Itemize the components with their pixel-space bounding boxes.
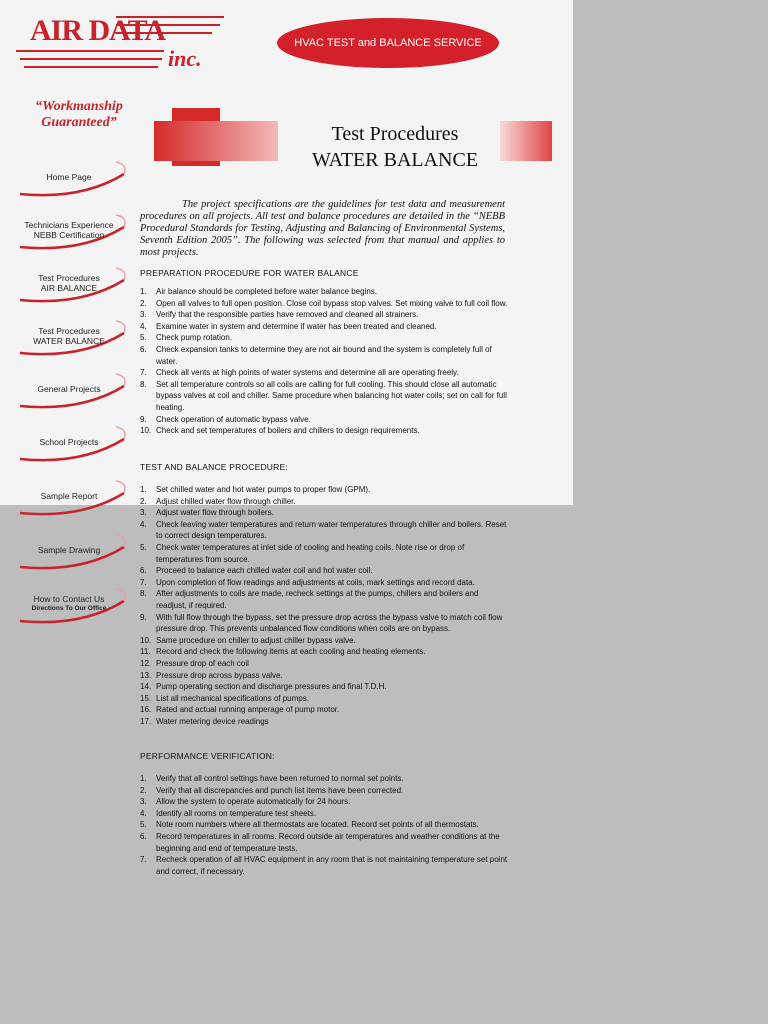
nav-label-text: Test Procedures xyxy=(38,273,100,283)
step-text: Verify that all discrepancies and punch list items have been corrected. xyxy=(156,785,404,795)
list-item: 5. Note room numbers where all thermostats are located. Record set points of all thermostats. xyxy=(140,820,479,830)
list-item: 4. Examine water in system and determine if water has been treated and cleaned. xyxy=(140,321,437,331)
nav-label-text: School Projects xyxy=(39,437,99,447)
section-heading-test-balance: TEST AND BALANCE PROCEDURE: xyxy=(140,462,288,472)
list-item: 13. Pressure drop across bypass valve. xyxy=(140,670,283,680)
nav-item[interactable] xyxy=(12,266,132,304)
list-item: 11. Record and check the following items at each cooling and heating elements. xyxy=(140,647,426,657)
title-line-1: Test Procedures xyxy=(331,123,459,145)
test-balance-steps xyxy=(140,484,510,727)
step-text: Water metering device readings xyxy=(156,716,269,726)
list-item: 4. Identify all rooms on temperature test sheets. xyxy=(140,808,317,818)
nav-item-label xyxy=(12,533,126,567)
nav-item-label xyxy=(12,160,126,194)
nav-item[interactable] xyxy=(12,425,132,463)
nav-item-label xyxy=(12,425,126,459)
list-item: 6. Record temperatures in all rooms. Record outside air temperatures and weather conditions at the beginning and end of temperature tests. xyxy=(140,831,500,853)
step-text: Adjust water flow through boilers. xyxy=(156,508,274,518)
list-item: 7. Upon completion of flow readings and adjustments at coils, mark settings and record data. xyxy=(140,577,475,587)
list-item: 17. Water metering device readings xyxy=(140,716,269,726)
list-item: 9. Check operation of automatic bypass valve. xyxy=(140,414,311,424)
nav-item-label xyxy=(12,372,126,406)
nav-label-text: Technicians Experience xyxy=(24,220,114,230)
list-item: 4. Check leaving water temperatures and return water temperatures through chiller and boilers. Reset to correct design temperatures. xyxy=(140,519,507,541)
step-text: Check and set temperatures of boilers and chillers to design requirements. xyxy=(156,426,420,436)
nav-item[interactable] xyxy=(12,160,132,198)
step-text: Check expansion tanks to determine they are not air bound and the system is completely full of water. xyxy=(156,344,492,366)
nav-item-label xyxy=(12,479,126,513)
nav-item[interactable] xyxy=(12,319,132,357)
step-text: Note room numbers where all thermostats are located. Record set points of all thermostats. xyxy=(156,820,479,830)
list-item: 10. Same procedure on chiller to adjust chiller bypass valve. xyxy=(140,635,356,645)
list-item: 6. Check expansion tanks to determine they are not air bound and the system is completely full of water. xyxy=(140,344,492,366)
list-item: 8. After adjustments to coils are made, recheck settings at the pumps, chillers and boilers and readjust, if required. xyxy=(140,589,479,610)
list-item: 7. Recheck operation of all HVAC equipment in any room that is not maintaining temperature set point and correct, if necessary. xyxy=(140,855,508,876)
list-item: 9. With full flow through the bypass, set the pressure drop across the bypass valve to match coil flow pressure drop. This prevents unbalanced flow conditions when coils are on bypass. xyxy=(140,612,503,634)
list-item: 16. Rated and actual running amperage of pump motor. xyxy=(140,705,340,715)
step-text: Air balance should be completed before water balance begins. xyxy=(156,287,378,296)
step-text: Recheck operation of all HVAC equipment in any room that is not maintaining temperature set point and correct, if necessary. xyxy=(156,855,508,876)
step-text: Check all vents at high points of water systems and determine all are operating freely. xyxy=(156,368,459,378)
list-item: 8. Set all temperature controls so all coils are calling for full cooling. This should close all automatic bypass valves at coil and chiller. Same procedure when balancing hot water coils; set on call for full heating. xyxy=(140,379,507,412)
nav-label-text: General Projects xyxy=(37,384,101,394)
list-item: 3. Adjust water flow through boilers. xyxy=(140,508,274,518)
performance-steps xyxy=(140,773,510,877)
nav-item[interactable] xyxy=(12,213,132,251)
list-item: 2. Verify that all discrepancies and punch list items have been corrected. xyxy=(140,785,404,795)
nav-label-text: Sample Drawing xyxy=(37,545,101,555)
step-text: Set chilled water and hot water pumps to proper flow (GPM). xyxy=(156,485,371,494)
list-item: 14. Pump operating section and discharge pressures and final T.D.H. xyxy=(140,682,387,692)
list-item: 6. Proceed to balance each chilled water coil and hot water coil. xyxy=(140,566,373,576)
slogan: “Workmanship Guaranteed” xyxy=(35,99,123,130)
list-item: 2. Adjust chilled water flow through chiller. xyxy=(140,496,296,506)
list-item: 3. Allow the system to operate automatically for 24 hours. xyxy=(140,797,351,807)
nav-sublabel-text: WATER BALANCE xyxy=(33,336,105,346)
logo-line xyxy=(16,50,164,52)
list-item: 12. Pressure drop of each coil xyxy=(140,658,249,668)
service-badge: HVAC TEST and BALANCE SERVICE xyxy=(277,18,499,68)
step-text: Verify that the responsible parties have removed and cleaned all strainers. xyxy=(156,310,419,320)
title-decoration xyxy=(154,121,278,161)
nav-item[interactable] xyxy=(12,479,132,517)
section-heading-performance: PERFORMANCE VERIFICATION: xyxy=(140,751,275,761)
step-text: Check pump rotation. xyxy=(156,333,233,343)
logo-line xyxy=(24,66,158,68)
step-text: List all mechanical specifications of pumps. xyxy=(156,693,309,703)
nav-label-text: Home Page xyxy=(46,172,92,182)
list-item: 3. Verify that the responsible parties have removed and cleaned all strainers. xyxy=(140,310,419,320)
intro-paragraph: The project specifications are the guidelines for test data and measurement procedures on all projects. All test and balance procedures are detailed in the “NEBB Procedural Standards for Testing, Adjusting and Balancing of Environmental Systems, Seventh Edition 2005”. The following was selected from that manual and applies to most projects. xyxy=(140,199,505,258)
nav-sublabel-text: NEBB Certification xyxy=(33,230,105,240)
nav-sublabel-text: Directions To Our Office xyxy=(31,605,107,612)
nav-label-text: Sample Report xyxy=(40,491,98,501)
step-text: Allow the system to operate automatically for 24 hours. xyxy=(156,797,351,807)
step-text: Open all valves to full open position. Close coil bypass stop valves. Set mixing valve to full coil flow. xyxy=(156,298,508,308)
step-text: Check water temperatures at inlet side of cooling and heating coils. Note rise or drop of temperatures from source. xyxy=(156,542,465,564)
step-text: Pressure drop of each coil xyxy=(156,658,249,668)
logo-text: AIR DATA xyxy=(30,14,166,47)
list-item: 10. Check and set temperatures of boilers and chillers to design requirements. xyxy=(140,426,420,436)
title-line-2: WATER BALANCE xyxy=(311,149,479,171)
step-text: Upon completion of flow readings and adjustments at coils, mark settings and record data. xyxy=(156,577,475,587)
step-text: Pressure drop across bypass valve. xyxy=(156,670,283,680)
step-text: Adjust chilled water flow through chiller. xyxy=(156,496,296,506)
nav-item[interactable] xyxy=(12,587,132,625)
list-item: 5. Check water temperatures at inlet side of cooling and heating coils. Note rise or drop of temperatures from source. xyxy=(140,542,465,564)
nav-item-label xyxy=(12,587,126,621)
step-text: Proceed to balance each chilled water coil and hot water coil. xyxy=(156,566,373,576)
list-item: 5. Check pump rotation. xyxy=(140,333,233,343)
list-item: 7. Check all vents at high points of water systems and determine all are operating freely. xyxy=(140,368,459,378)
nav-label-text: Test Procedures xyxy=(38,326,100,336)
nav-item-label xyxy=(12,266,126,300)
nav-item-label xyxy=(12,319,126,353)
nav-item[interactable] xyxy=(12,533,132,571)
section-heading-preparation: PREPARATION PROCEDURE FOR WATER BALANCE xyxy=(140,268,359,278)
title-decoration xyxy=(500,121,552,161)
list-item: 15. List all mechanical specifications of pumps. xyxy=(140,693,309,703)
step-text: Record and check the following items at each cooling and heating elements. xyxy=(156,647,426,657)
step-text: Check leaving water temperatures and return water temperatures through chiller and boilers. Reset to correct design temperatures. xyxy=(156,519,507,541)
list-item: 1. Verify that all control settings have been returned to normal set points. xyxy=(140,774,404,783)
preparation-steps xyxy=(140,286,510,437)
nav-label-text: How to Contact Us xyxy=(33,594,105,604)
step-text: Rated and actual running amperage of pump motor. xyxy=(156,705,340,715)
company-logo[interactable] xyxy=(16,12,226,74)
step-text: Check operation of automatic bypass valve. xyxy=(156,414,311,424)
list-item: 1. Air balance should be completed before water balance begins. xyxy=(140,287,378,296)
nav-item[interactable] xyxy=(12,372,132,410)
step-text: Identify all rooms on temperature test sheets. xyxy=(156,808,317,818)
step-text: After adjustments to coils are made, recheck settings at the pumps, chillers and boilers and readjust, if required. xyxy=(156,589,479,610)
step-text: Examine water in system and determine if water has been treated and cleaned. xyxy=(156,321,437,331)
logo-line xyxy=(20,58,162,60)
logo-suffix: inc. xyxy=(168,46,202,71)
step-text: Verify that all control settings have been returned to normal set points. xyxy=(156,774,404,783)
list-item: 2. Open all valves to full open position. Close coil bypass stop valves. Set mixing valve to full coil flow. xyxy=(140,298,508,308)
step-text: With full flow through the bypass, set the pressure drop across the bypass valve to match coil flow pressure drop. This prevents unbalanced flow conditions when coils are on bypass. xyxy=(156,612,503,634)
list-item: 1. Set chilled water and hot water pumps to proper flow (GPM). xyxy=(140,485,371,494)
page-title xyxy=(290,121,500,173)
nav-sublabel-text: AIR BALANCE xyxy=(40,283,98,293)
nav-item-label xyxy=(12,213,126,247)
step-text: Same procedure on chiller to adjust chiller bypass valve. xyxy=(156,635,356,645)
step-text: Set all temperature controls so all coils are calling for full cooling. This should close all automatic bypass valves at coil and chiller. Same procedure when balancing hot water coils; set on call for full heating. xyxy=(156,379,507,412)
step-text: Pump operating section and discharge pressures and final T.D.H. xyxy=(156,682,387,692)
step-text: Record temperatures in all rooms. Record outside air temperatures and weather conditions at the beginning and end of temperature tests. xyxy=(156,831,500,853)
